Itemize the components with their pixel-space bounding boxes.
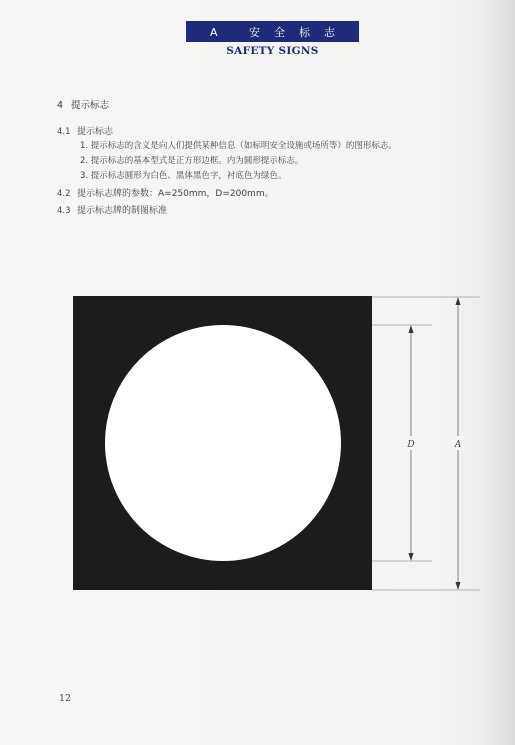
clause-number: 4.3 — [57, 206, 71, 216]
clause-number: 4.2 — [57, 189, 71, 199]
page-number: 12 — [59, 693, 72, 704]
dim-a-label: A — [454, 440, 462, 450]
clause-text: 提示标志牌的参数：A=250mm，D=200mm。 — [77, 189, 274, 199]
sign-circle — [105, 325, 341, 561]
clause-item: 3. 提示标志圆形为白色、黑体黑色字，衬底色为绿色。 — [80, 171, 287, 181]
clause-text: 提示标志 — [77, 127, 114, 137]
dim-d-label: D — [407, 440, 415, 450]
dim-d-arrow-top — [409, 325, 414, 333]
section-number: 4 — [57, 100, 64, 111]
clause-item: 2. 提示标志的基本型式是正方形边框。内为圆形提示标志。 — [80, 156, 304, 166]
chapter-subtitle: SAFETY SIGNS — [226, 45, 319, 57]
dim-d-arrow-bottom — [409, 553, 414, 561]
section-title: 提示标志 — [71, 100, 110, 111]
clause-item: 1. 提示标志的含义是向人们提供某种信息（如标明安全设施或场所等）的图形标志。 — [80, 141, 397, 151]
chapter-header-text: A 安全标志 — [209, 25, 350, 39]
dim-a-arrow-top — [456, 297, 461, 305]
clause-text: 提示标志牌的制图标准 — [77, 206, 168, 216]
dim-a-arrow-bottom — [456, 582, 461, 590]
clause-number: 4.1 — [57, 127, 71, 137]
